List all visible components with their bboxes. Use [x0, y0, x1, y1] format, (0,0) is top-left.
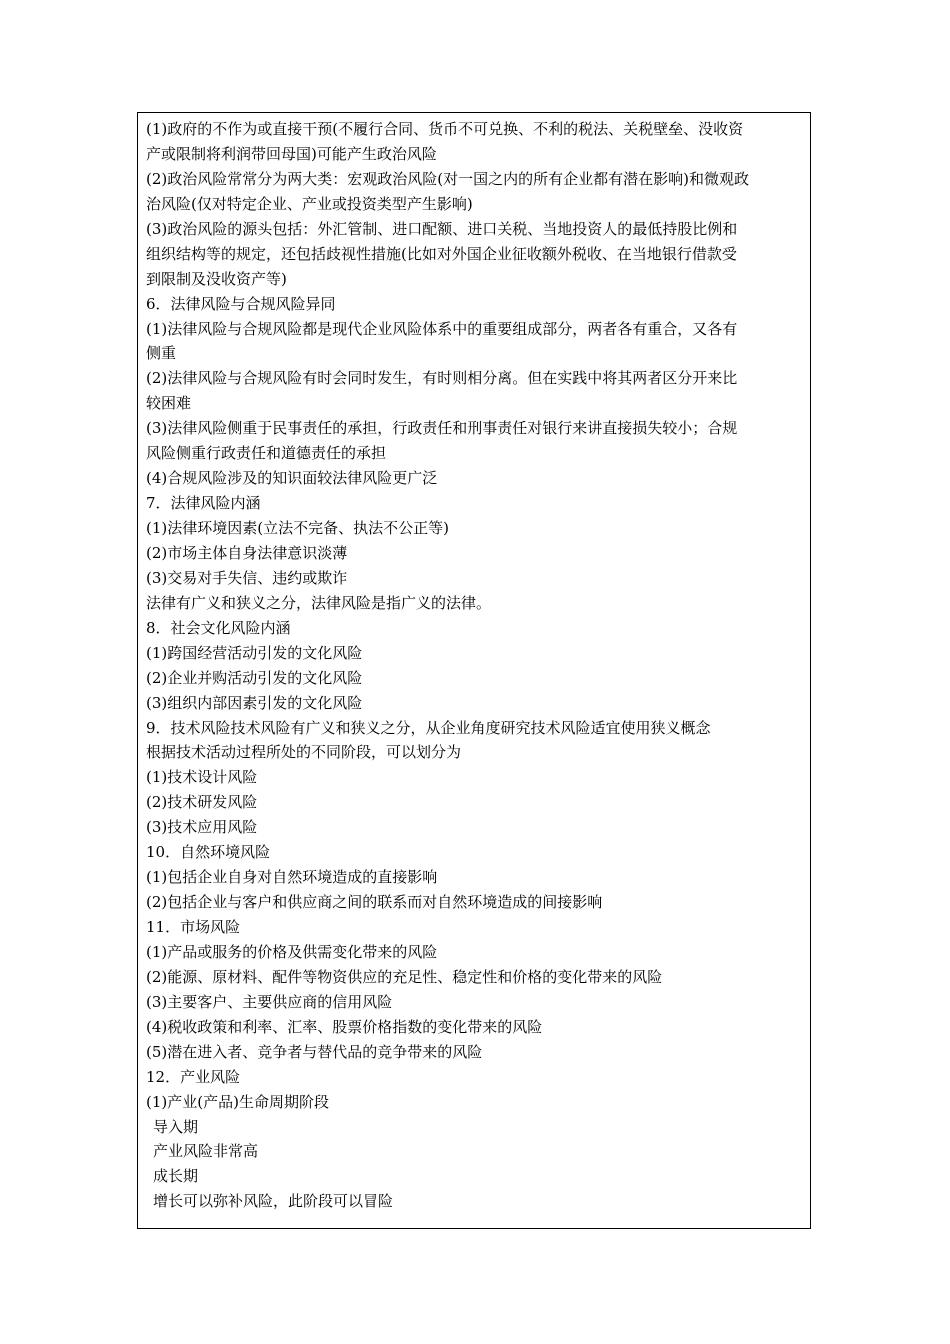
text-line: 较困难: [146, 394, 192, 413]
text-line: (3)组织内部因素引发的文化风险: [146, 693, 363, 712]
section-heading: 10．自然环境风险: [146, 843, 271, 862]
section-heading: 7．法律风险内涵: [146, 494, 261, 513]
text-line: 产或限制将利润带回母国)可能产生政治风险: [146, 144, 437, 163]
text-line: 根据技术活动过程所处的不同阶段，可以划分为: [146, 743, 462, 762]
section-heading: 11．市场风险: [146, 918, 241, 936]
text-line: (1)产品或服务的价格及供需变化带来的风险: [146, 942, 438, 961]
text-line: (2)企业并购活动引发的文化风险: [146, 668, 363, 687]
section-heading: 6．法律风险与合规风险异同: [146, 294, 336, 313]
content-frame: [137, 112, 811, 1229]
text-line: 产业风险非常高: [153, 1142, 259, 1161]
text-line: (5)潜在进入者、竞争者与替代品的竞争带来的风险: [146, 1042, 483, 1061]
text-line: 成长期: [153, 1167, 199, 1186]
text-line: (1)法律环境因素(立法不完备、执法不公正等): [146, 519, 449, 537]
text-line: (4)税收政策和利率、汇率、股票价格指数的变化带来的风险: [146, 1017, 543, 1036]
text-line: (2)包括企业与客户和供应商之间的联系而对自然环境造成的间接影响: [146, 893, 603, 912]
text-line: (1)政府的不作为或直接干预(不履行合同、货币不可兑换、不利的税法、关税壁垒、没收资: [146, 120, 744, 138]
text-line: (1)法律风险与合规风险都是现代企业风险体系中的重要组成部分，两者各有重合，又各有: [146, 319, 738, 338]
text-line: 风险侧重行政责任和道德责任的承担: [146, 444, 387, 463]
text-line: (2)政治风险常常分为两大类：宏观政治风险(对一国之内的所有企业都有潜在影响)和微观政: [146, 169, 749, 188]
text-line: (3)政治风险的源头包括：外汇管制、进口配额、进口关税、当地投资人的最低持股比例和: [146, 219, 738, 238]
text-line: (3)法律风险侧重于民事责任的承担，行政责任和刑事责任对银行来讲直接损失较小；合规: [146, 419, 738, 438]
text-line: (3)主要客户、主要供应商的信用风险: [146, 992, 393, 1011]
text-line: (1)跨国经营活动引发的文化风险: [146, 643, 363, 662]
text-line: 增长可以弥补风险，此阶段可以冒险: [153, 1192, 394, 1211]
section-heading: 12．产业风险: [146, 1067, 241, 1086]
section-heading: 9．技术风险技术风险有广义和狭义之分，从企业角度研究技术风险适宜使用狭义概念: [146, 718, 711, 737]
text-line: 治风险(仅对特定企业、产业或投资类型产生影响): [146, 194, 473, 213]
text-line: 组织结构等的规定，还包括歧视性措施(比如对外国企业征收额外税收、在当地银行借款受: [146, 244, 737, 263]
document-body: [146, 117, 806, 1214]
text-line: 侧重: [146, 344, 177, 363]
text-line: (2)能源、原材料、配件等物资供应的充足性、稳定性和价格的变化带来的风险: [146, 967, 663, 986]
text-line: (2)法律风险与合规风险有时会同时发生，有时则相分离。但在实践中将其两者区分开来比: [146, 369, 738, 388]
text-line: (1)包括企业自身对自然环境造成的直接影响: [146, 868, 438, 887]
text-line: 导入期: [153, 1117, 199, 1136]
text-line: (2)技术研发风险: [146, 793, 258, 812]
section-heading: 8．社会文化风险内涵: [146, 618, 291, 637]
text-line: (1)技术设计风险: [146, 768, 258, 787]
text-line: (1)产业(产品)生命周期阶段: [146, 1092, 329, 1111]
text-line: (3)技术应用风险: [146, 818, 258, 837]
text-line: (3)交易对手失信、违约或欺诈: [146, 568, 348, 587]
text-line: 到限制及没收资产等): [146, 269, 287, 288]
text-line: 法律有广义和狭义之分，法律风险是指广义的法律。: [146, 593, 492, 612]
text-line: (4)合规风险涉及的知识面较法律风险更广泛: [146, 469, 438, 488]
text-line: (2)市场主体自身法律意识淡薄: [146, 543, 348, 562]
